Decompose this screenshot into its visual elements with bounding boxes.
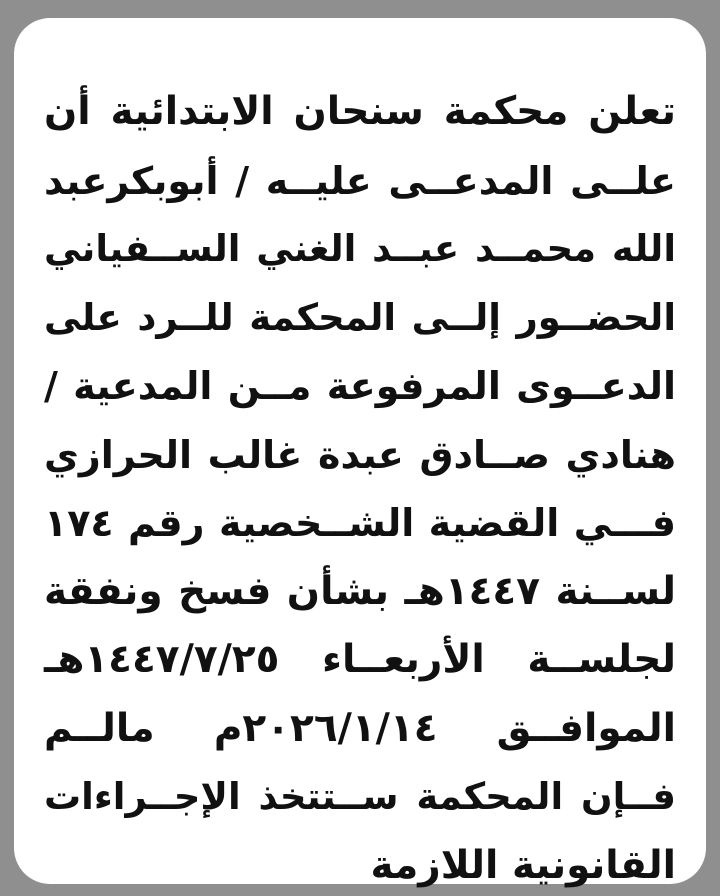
- notice-line-7: فـــي القضية الشــخصية رقم ١٧٤: [44, 501, 676, 545]
- notice-line-5: الدعــوى المرفوعة مــن المدعية /: [44, 364, 676, 408]
- notice-card: [14, 18, 706, 888]
- notice-line-3: الله محمــد عبــد الغني الســفياني: [44, 227, 676, 270]
- notice-line-2: علــى المدعــى عليــه / أبوبكرعبد: [44, 158, 676, 203]
- notice-line-11: فــإن المحكمة ســتتخذ الإجــراءات: [44, 775, 676, 818]
- court-notice-text: [44, 78, 676, 896]
- notice-line-4: الحضــور إلــى المحكمة للــرد على: [44, 295, 676, 339]
- notice-line-9: لجلســة الأربعــاء ١٤٤٧/٧/٢٥هـ: [44, 637, 676, 682]
- notice-line-8: لســنة ١٤٤٧هـ بشأن فسخ ونفقة: [44, 568, 677, 614]
- notice-line-1: تعلن محكمة سنحان الابتدائية أن: [44, 89, 676, 134]
- notice-line-12: القانونية اللازمة: [370, 842, 676, 888]
- notice-line-10: الموافــق ٢٠٢٦/١/١٤م مالــم: [44, 705, 676, 751]
- notice-line-6: هنادي صــادق عبدة غالب الحرازي: [44, 432, 676, 477]
